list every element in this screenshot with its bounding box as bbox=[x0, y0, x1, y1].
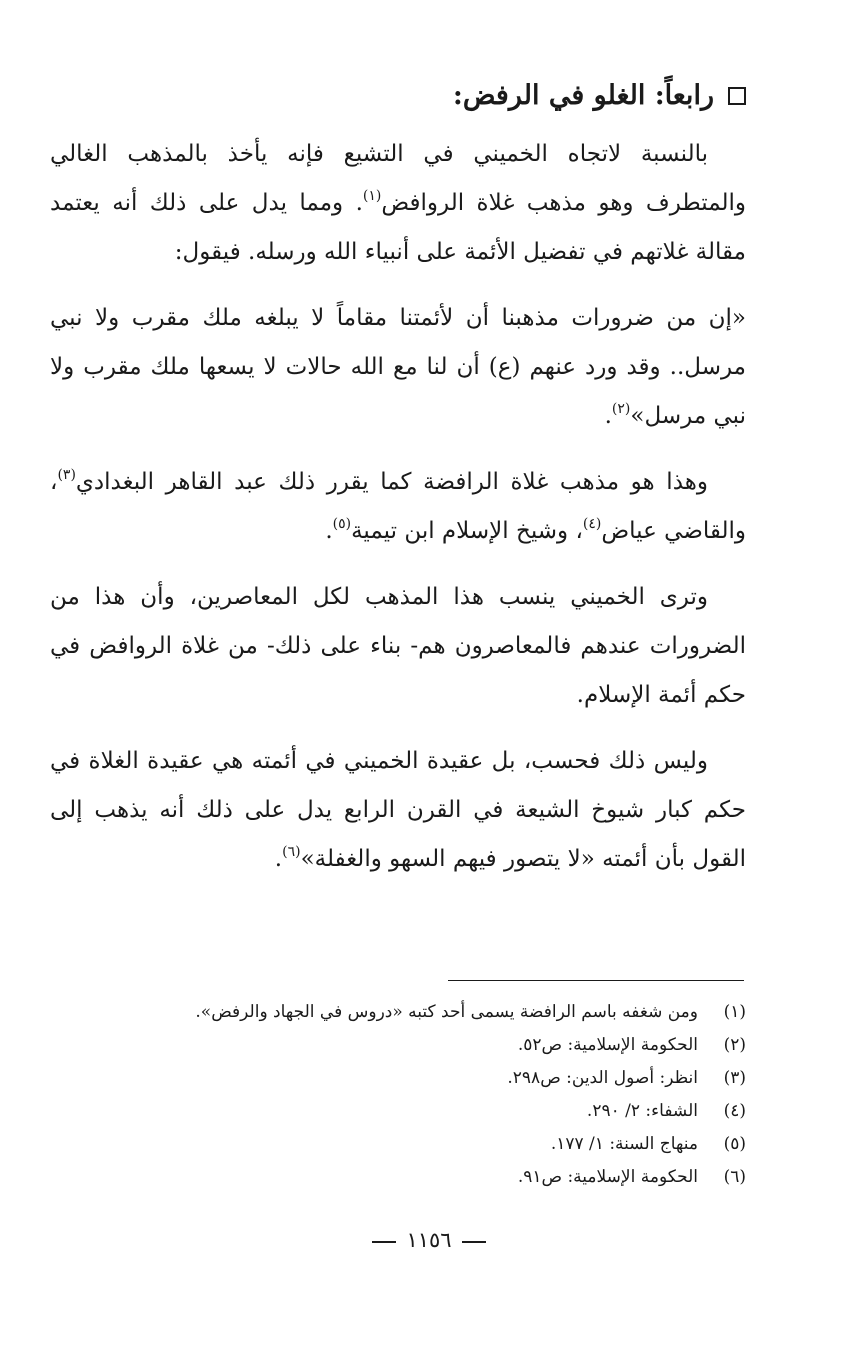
footnote-number: (٢) bbox=[723, 1035, 746, 1055]
section-heading bbox=[106, 72, 746, 120]
paragraph-text: وليس ذلك فحسب، بل عقيدة الخميني في أئمته هي عقيدة الغلاة في حكم كبار شيوخ الشيعة في القرن الرابع يدل على ذلك أنه يذهب إلى القول بأن أئمته «لا يتصور فيهم السهو والغفلة» bbox=[50, 748, 746, 872]
footnote-text: انظر: أصول الدين: ص٢٩٨. bbox=[507, 1068, 698, 1088]
paragraph-text: ، وشيخ الإسلام ابن تيمية bbox=[351, 518, 583, 544]
footnote-ref-3[interactable]: (٣) bbox=[57, 467, 76, 483]
page-number-text: ١١٥٦ bbox=[406, 1228, 452, 1252]
paragraph-text: وترى الخميني ينسب هذا المذهب لكل المعاصرين، وأن هذا من الضرورات عندهم فالمعاصرون هم- بناء على ذلك- من غلاة الروافض في حكم أئمة الإسلام. bbox=[50, 584, 746, 708]
paragraph-text: «إن من ضرورات مذهبنا أن لأئمتنا مقاماً لا يبلغه ملك مقرب ولا نبي مرسل.. وقد ورد عنهم (ع) أن لنا مع الله حالات لا يسعها ملك مقرب ولا نبي مرسل» bbox=[50, 305, 746, 429]
footnote-number: (٤) bbox=[723, 1101, 746, 1121]
footnote-number: (٣) bbox=[723, 1068, 746, 1088]
footnote-item bbox=[46, 1161, 746, 1194]
paragraph-text: . bbox=[274, 846, 283, 872]
footnote-text: منهاج السنة: ١/ ١٧٧. bbox=[550, 1134, 698, 1154]
paragraph-text: ، والقاضي عياض bbox=[50, 469, 746, 544]
footnote-item bbox=[46, 1128, 746, 1161]
footnote-item bbox=[46, 1062, 746, 1095]
paragraph-text: . bbox=[325, 518, 333, 544]
footnote-item bbox=[46, 1029, 746, 1062]
page-number-dash bbox=[372, 1241, 396, 1243]
footnote-ref-5[interactable]: (٥) bbox=[332, 516, 352, 532]
footnote-ref-1[interactable]: (١) bbox=[362, 188, 382, 204]
body-text bbox=[50, 130, 746, 901]
footnote-text: الحكومة الإسلامية: ص٩١. bbox=[517, 1167, 698, 1187]
paragraph-text: بالنسبة لاتجاه الخميني في التشيع فإنه يأخذ بالمذهب الغالي والمتطرف وهو مذهب غلاة الروافض bbox=[50, 141, 747, 216]
footnote-separator bbox=[448, 980, 744, 981]
section-heading-text: رابعاً: الغلو في الرفض: bbox=[452, 80, 714, 111]
page-number bbox=[0, 1228, 858, 1252]
square-bullet-icon bbox=[728, 87, 746, 105]
footnote-ref-2[interactable]: (٢) bbox=[611, 401, 631, 417]
footnote-text: ومن شغفه باسم الرافضة يسمى أحد كتبه «دروس في الجهاد والرفض». bbox=[195, 1002, 698, 1022]
footnote-text: الحكومة الإسلامية: ص٥٢. bbox=[517, 1035, 698, 1055]
footnote-number: (٦) bbox=[723, 1167, 746, 1187]
paragraph-3 bbox=[50, 458, 746, 556]
footnote-ref-6[interactable]: (٦) bbox=[282, 844, 301, 860]
paragraph-text: . ومما يدل على ذلك أنه يعتمد مقالة غلاتهم في تفضيل الأئمة على أنبياء الله ورسله. فيقول: bbox=[50, 190, 746, 265]
footnote-text: الشفاء: ٢/ ٢٩٠. bbox=[586, 1101, 698, 1121]
footnote-ref-4[interactable]: (٤) bbox=[582, 516, 602, 532]
footnote-item bbox=[46, 996, 746, 1029]
footnote-number: (٥) bbox=[723, 1134, 746, 1154]
paragraph-text: . bbox=[604, 403, 612, 429]
page-number-dash bbox=[462, 1241, 486, 1243]
footnote-number: (١) bbox=[723, 1002, 746, 1022]
paragraph-4 bbox=[50, 573, 746, 720]
footnote-item bbox=[46, 1095, 746, 1128]
paragraph-1 bbox=[50, 130, 746, 277]
paragraph-5 bbox=[50, 737, 746, 884]
paragraph-2-quote bbox=[50, 294, 746, 441]
paragraph-text: وهذا هو مذهب غلاة الرافضة كما يقرر ذلك عبد القاهر البغدادي bbox=[75, 469, 708, 495]
footnotes bbox=[46, 996, 746, 1194]
